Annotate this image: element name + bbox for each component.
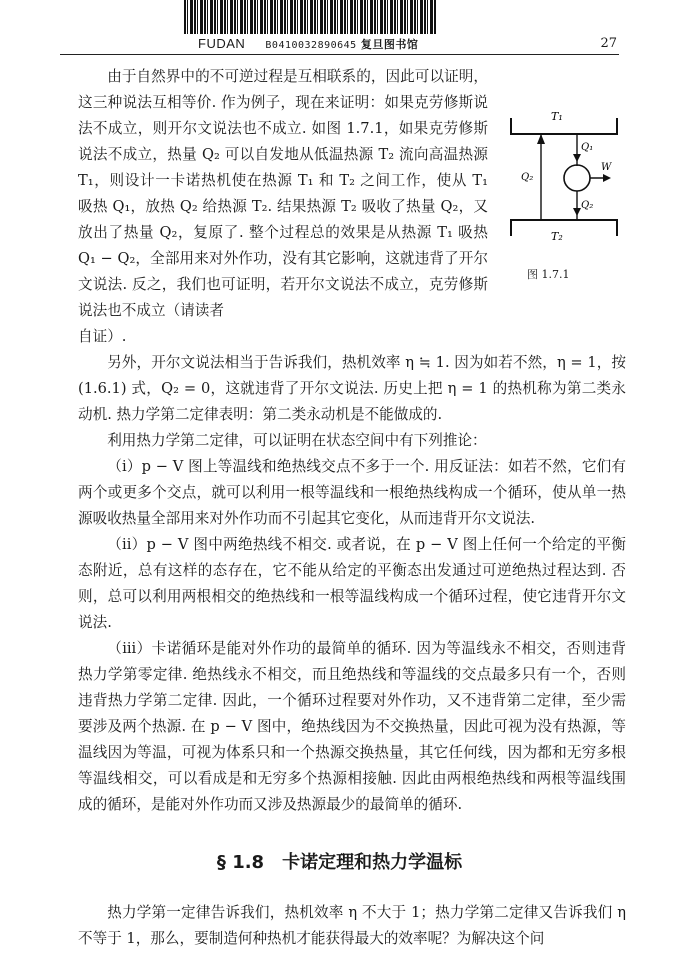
q2-right-arrowhead: [573, 208, 581, 216]
library-name: FUDAN: [198, 36, 246, 51]
paragraph-corollary-1: （i）p − V 图上等温线和绝热线交点不多于一个. 用反证法：如若不然，它们有两个或更多个交点，就可以利用一根等温线和一根绝热线构成一个循环，使从单一热源吸收热量全部用来对外作功而不引起其它变化，从而违背开尔文说法.: [78, 458, 626, 527]
engine-circle: [564, 165, 590, 191]
section-number: § 1.8: [216, 852, 265, 873]
paragraph-clausius-kelvin-end: 自证）.: [78, 328, 127, 345]
paragraph-carnot-intro: 热力学第一定律告诉我们，热机效率 η 不大于 1；热力学第二定律又告诉我们 η 不等于 1，那么，要制造何种热机才能获得最大的效率呢？为解决这个问: [78, 904, 626, 947]
label-q2-right: Q₂: [581, 200, 594, 211]
label-q2-left: Q₂: [521, 172, 534, 183]
heat-engine-diagram: [505, 104, 623, 254]
work-arrowhead: [603, 174, 611, 182]
paragraph-efficiency: 另外，开尔文说法相当于告诉我们，热机效率 η ≒ 1. 因为如若不然，η = 1，按 (1.6.1) 式，Q₂ = 0，这就违背了开尔文说法. 历史上把 η = 1 的热机称为第二类永动机. 热力学第二定律表明：第二类永动机是不能做成的.: [78, 354, 626, 423]
figure-caption: 图 1.7.1: [527, 268, 570, 281]
library-stamp: [198, 36, 418, 52]
page-header: [60, 34, 619, 55]
figure-heat-engine: [505, 104, 623, 254]
paragraph-corollary-2: （ii）p − V 图中两绝热线不相交. 或者说，在 p − V 图上任何一个给定的平衡态附近，总有这样的态存在，它不能从给定的平衡态出发通过可逆绝热过程达到. 否则，总可以利用两根相交的绝热线和一根等温线构成一个循环过程，使它违背开尔文说法.: [78, 536, 626, 631]
library-barcode: [184, 0, 436, 34]
label-t1: T₁: [551, 110, 563, 123]
label-q1: Q₁: [581, 142, 594, 153]
paragraph-clausius-kelvin: 由于自然界中的不可逆过程是互相联系的，因此可以证明，这三种说法互相等价. 作为例子，现在来证明：如果克劳修斯说法不成立，则开尔文说法也不成立. 如图 1.7.1，如果克劳修斯说法不成立，热量 Q₂ 可以自发地从低温热源 T₂ 流向高温热源 T₁，则设计一卡诺热机使在热源 T₁ 和 T₂ 之间工作，使从 T₁ 吸热 Q₁，放热 Q₂ 给热源 T₂. 结果热源 T₂ 吸收了热量 Q₂，又放出了热量 Q₂，复原了. 整个过程总的效果是从热源 T₁ 吸热 Q₁ − Q₂，全部用来对外作功，没有其它影响，这就违背了开尔文说法. 反之，我们也可证明，若开尔文说法不成立，克劳修斯说法也不成立（请读者: [78, 68, 488, 319]
hot-reservoir: [511, 118, 617, 134]
label-w: W: [601, 162, 612, 173]
section-text: [78, 900, 626, 952]
page-number: 27: [600, 36, 617, 51]
section-heading: [0, 848, 679, 874]
library-name-cn: 复旦图书馆: [360, 39, 419, 51]
section-title: 卡诺定理和热力学温标: [282, 852, 463, 873]
cold-reservoir: [511, 220, 617, 236]
q1-arrowhead: [573, 154, 581, 162]
barcode-number: B0410032890645: [265, 40, 357, 51]
paragraph-corollary-3: （iii）卡诺循环是能对外作功的最简单的循环. 因为等温线永不相交，否则违背热力学第零定律. 绝热线永不相交，而且绝热线和等温线的交点最多只有一个，否则违背热力学第二定律. 因此，一个循环过程要对外作功，又不违背第二定律，至少需要涉及两个热源. 在 p − V 图中，绝热线因为不交换热量，因此可视为没有热源，等温线因为等温，可视为体系只和一个热源交换热量，其它任何线，因为都和无穷多根等温线相交，可以看成是和无穷多个热源相接触. 因此由两根绝热线和两根等温线围成的循环，是能对外作功而又涉及热源最少的最简单的循环.: [78, 640, 626, 813]
paragraph-corollaries-intro: 利用热力学第二定律，可以证明在状态空间中有下列推论：: [107, 432, 487, 449]
q2-left-arrowhead: [537, 134, 545, 144]
label-t2: T₂: [551, 230, 563, 243]
